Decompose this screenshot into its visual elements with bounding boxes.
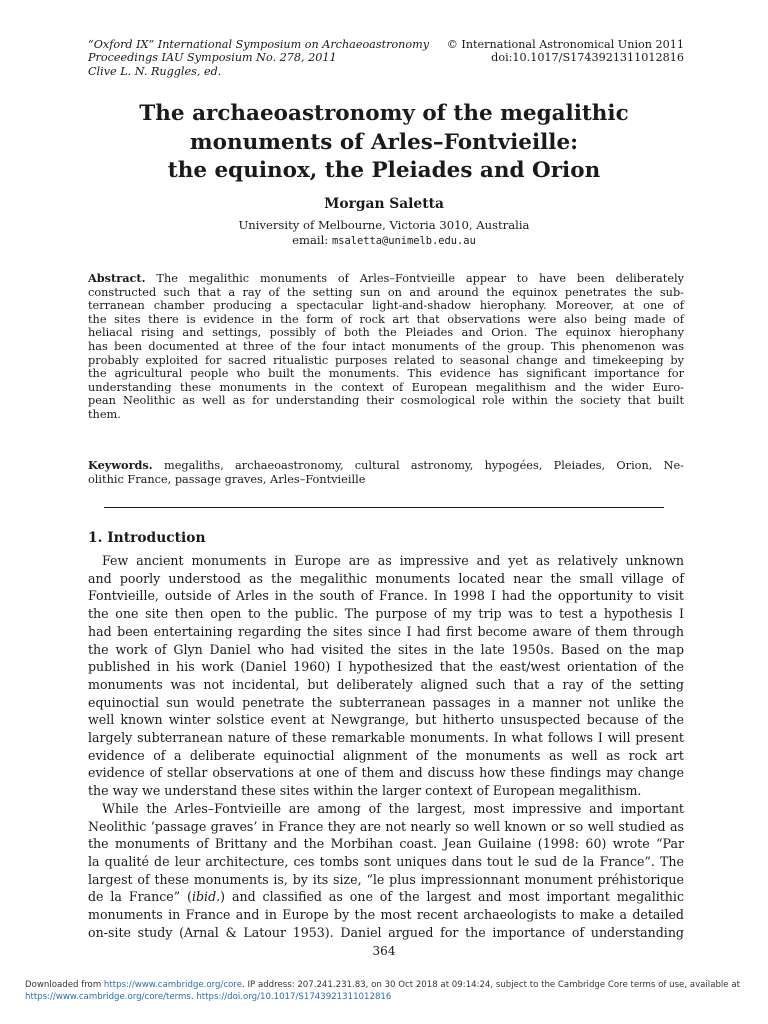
body-line: equinoctial sun would penetrate the subterranean passages in a manner not unlike the — [88, 694, 684, 710]
email-label: email: — [292, 233, 329, 247]
body-line — [88, 888, 684, 906]
body-line: While the Arles–Fontvieille are among of the largest, most impressive and important — [102, 800, 684, 816]
body-line: well known winter solstice event at Newgrange, but hitherto unsuspected because of the — [88, 712, 684, 728]
body-line: evidence of a deliberate equinoctial alignment of the monuments as well as rock art — [88, 747, 684, 763]
body-line: largely subterranean nature of these remarkable monuments. In what follows I will present — [88, 730, 684, 746]
email-link[interactable]: msaletta@unimelb.edu.au — [331, 235, 476, 247]
section-number: 1. — [88, 530, 103, 546]
body-line: published in his work (Daniel 1960) I hypothesized that the east/west orientation of the — [88, 659, 684, 675]
section-divider — [104, 507, 664, 508]
header-line: Clive L. N. Ruggles, ed. — [88, 64, 222, 78]
author-name: Morgan Saletta — [324, 196, 444, 212]
keywords-line: olithic France, passage graves, Arles–Fontvieille — [88, 472, 366, 486]
abstract-line: the agricultural people who built the monuments. This evidence has significant importance for — [88, 367, 684, 381]
section-body — [88, 552, 684, 941]
copyright-line: © International Astronomical Union 2011 — [446, 38, 684, 51]
body-line: the one site then open to the public. The purpose of my trip was to test a hypothesis I — [88, 606, 684, 622]
footer-text: . — [190, 991, 197, 1002]
body-line: monuments was not incidental, but deliberately aligned such that a ray of the setting — [88, 676, 684, 692]
body-line: the monuments of Brittany and the Morbihan coast. Jean Guilaine (1998: 60) wrote “Par — [88, 836, 684, 852]
body-line: on-site study (Arnal & Latour 1953). Daniel argued for the importance of understanding — [88, 924, 684, 940]
doi-link[interactable]: https://doi.org/10.1017/S1743921311012816 — [196, 991, 392, 1002]
footer-line — [25, 992, 755, 1004]
terms-link[interactable]: https://www.cambridge.org/core/terms — [25, 991, 191, 1002]
body-line: Few ancient monuments in Europe are as impressive and yet as relatively unknown — [102, 553, 684, 568]
abstract-line: constructed such that a ray of the setting sun on and around the equinox penetrates the sub- — [88, 285, 684, 299]
body-line: monuments in France and in Europe by the most recent archaeologists to make a detailed — [88, 907, 684, 923]
footer-text: Downloaded from — [25, 980, 104, 990]
body-line: Neolithic ‘passage graves’ in France they are not nearly so well known or so well studied as — [88, 818, 684, 834]
body-line: the way we understand these sites within the larger context of European megalithism. — [88, 783, 642, 799]
abstract — [88, 272, 684, 422]
body-line: la qualité de leur architecture, ces tombs sont uniques dans tout le sud de la France”. The — [88, 853, 684, 869]
body-fragment-italic: ibid. — [191, 889, 221, 905]
title-line: the equinox, the Pleiades and Orion — [167, 158, 601, 183]
body-line: the work of Glyn Daniel who had visited the sites in the late 1950s. Based on the map — [88, 641, 684, 657]
body-line: had been entertaining regarding the sites since I had first become aware of them through — [88, 623, 684, 639]
abstract-line: pean Neolithic as well as for understanding their cosmological role within the society that built — [88, 394, 684, 408]
header-line: Proceedings IAU Symposium No. 278, 2011 — [88, 51, 337, 65]
body-fragment: ) and classified as one of the largest and most important megalithic — [220, 889, 684, 905]
title-line: monuments of Arles–Fontvieille: — [189, 129, 579, 155]
abstract-line: understanding these monuments in the context of European megalithism and the wider Euro- — [88, 380, 684, 394]
body-line: and poorly understood as the megalithic monuments located near the small village of — [88, 570, 684, 586]
keywords-text: megaliths, archaeoastronomy, cultural astronomy, hypogées, Pleiades, Orion, Ne- — [164, 459, 684, 472]
keywords-line — [88, 459, 684, 473]
title-line: The archaeoastronomy of the megalithic — [139, 101, 629, 126]
footer-line — [25, 980, 755, 992]
abstract-line — [88, 272, 684, 286]
core-link[interactable]: https://www.cambridge.org/core — [103, 980, 243, 990]
author-affiliation — [84, 218, 684, 249]
paper-title — [80, 100, 688, 186]
running-header-right — [384, 38, 684, 65]
footer-text: . IP address: 207.241.231.83, on 30 Oct 2018 at 09:14:24, subject to the Cambridge Core terms of use, available at — [242, 980, 740, 990]
abstract-line: them. — [88, 407, 121, 421]
abstract-label: Abstract. — [88, 271, 146, 285]
body-line: Fontvieille, outside of Arles in the south of France. In 1998 I had the opportunity to visit — [88, 588, 684, 604]
body-line: largest of these monuments is, by its size, “le plus impressionnant monument préhistorique — [88, 871, 684, 887]
email-line — [84, 233, 684, 249]
section-heading — [88, 530, 205, 546]
abstract-line: probably exploited for sacred ritualistic purposes related to seasonal change and timekeeping by — [88, 353, 684, 367]
body-line: evidence of stellar observations at one of them and discuss how these findings may change — [88, 765, 684, 781]
page-number: 364 — [372, 944, 396, 958]
abstract-line: the sites there is evidence in the form of rock art that observations were also being made of — [88, 312, 684, 326]
keywords — [88, 459, 684, 486]
abstract-line: terranean chamber producing a spectacular light-and-shadow hierophany. Moreover, at one of — [88, 299, 684, 313]
keywords-label: Keywords. — [88, 458, 153, 472]
download-footer — [25, 980, 755, 1003]
doi-line: doi:10.1017/S1743921311012816 — [491, 51, 684, 65]
affiliation-line: University of Melbourne, Victoria 3010, Australia — [238, 218, 530, 232]
header-line: “Oxford IX” International Symposium on Archaeoastronomy — [88, 38, 430, 51]
body-fragment: de la France” ( — [88, 889, 192, 905]
abstract-line: has been documented at three of the four intact monuments of the group. This phenomenon was — [88, 339, 684, 353]
abstract-text: The megalithic monuments of Arles–Fontvieille appear to have been deliberately — [156, 272, 685, 285]
section-title: Introduction — [107, 530, 206, 546]
abstract-line: heliacal rising and settings, possibly of both the Pleiades and Orion. The equinox hierophany — [88, 326, 684, 340]
